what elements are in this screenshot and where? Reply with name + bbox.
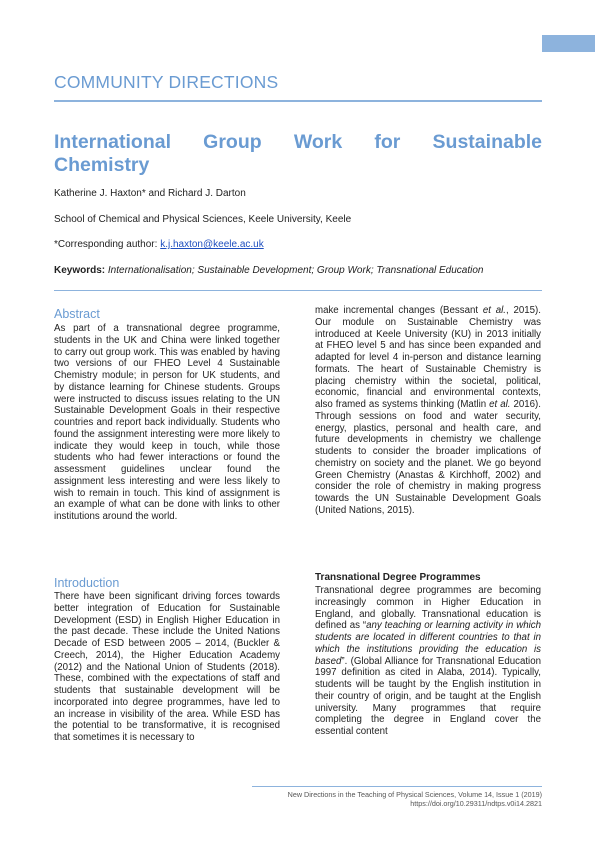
subsection-heading: Transnational Degree Programmes (315, 572, 481, 583)
footer-rule (252, 786, 542, 787)
keywords-text: Internationalisation; Sustainable Development; Group Work; Transnational Education (107, 265, 484, 276)
keywords (54, 265, 484, 276)
corr-email-link[interactable]: k.j.haxton@keele.ac.uk (160, 239, 264, 250)
divider-rule (54, 290, 542, 291)
title-line-2: Chemistry (54, 154, 150, 176)
introduction-heading: Introduction (54, 576, 120, 590)
text-span: make incremental changes (Bessant (315, 305, 483, 316)
right-paragraph-2 (315, 585, 541, 738)
abstract-heading: Abstract (54, 307, 100, 321)
text-span-italic: et al. (482, 305, 506, 316)
title-word: International (54, 131, 172, 153)
text-span: , 2015). Our module on Sustainable Chemistry was introduced at Keele University (KU) in 2013 initially at FHEO level 5 and has since been expanded and adapted for level 4 in-person and distance learning formats. The heart of Sustainable Chemistry is placing chemistry within the societal, political, economic, financial and environmental contexts, also framed as systems thinking (Matlin (315, 305, 541, 410)
corner-tab (542, 35, 595, 52)
introduction-text: There have been significant driving forces towards better integration of Education for Sustainable Development (ESD) in English Higher Education in the past decade. These include the United Nations Decade of ESD between 2005 – 2014, (Buckler & Creech, 2014), the Higher Education Academy (2012) and the National Union of Students (2018). These, combined with the expectations of staff and students that sustainable development will be incorporated into degree programmes, have led to an increase in visibility of the area. While ESD has the potential to be transformative, it is recognised that sometimes it is necessary to (54, 591, 280, 743)
keywords-label: Keywords: (54, 265, 106, 276)
title-word: for (374, 131, 401, 153)
authors: Katherine J. Haxton* and Richard J. Darton (54, 188, 246, 199)
footer-journal: New Directions in the Teaching of Physical Sciences, Volume 14, Issue 1 (2019) (287, 790, 542, 799)
abstract-text: As part of a transnational degree programme, students in the UK and China were linked together to carry out group work. This was enabled by having two versions of our FHEO Level 4 Sustainable Chemistry module; in person for UK students, and by distance learning for Chinese students. Groups were instructed to discuss issues relating to the UN Sustainable Development Goals in their respective countries and report back individually. Students who found the assignment interesting were more likely to indicate they would keep in touch, while those students who had fewer interactions or found the assessment guidelines unclear found the assignment less interesting and were less likely to wish to remain in touch. This kind of assignment is an example of what can be done with links to other institutions around the world. (54, 323, 280, 522)
corr-label: *Corresponding author: (54, 239, 161, 250)
footer-doi-link[interactable]: https://doi.org/10.29311/ndtps.v0i14.2821 (410, 799, 542, 808)
introduction-body (54, 591, 280, 744)
title-word: Group (203, 131, 262, 153)
title-word: Work (293, 131, 343, 153)
quote-italic: any teaching or learning activity in which students are located in different countries to that in which the institutions providing the education is based (315, 620, 541, 667)
section-label: COMMUNITY DIRECTIONS (54, 72, 279, 92)
article-title (54, 131, 542, 177)
right-column-body (315, 305, 541, 517)
text-span: ”. (Global Alliance for Transnational Education 1997 definition as cited in Alaba, 2014). Typically, students will be taught by the English institution in their country of origin, and be taught at the English university. Many programmes that require completing the degree in England cover the essential content (315, 655, 541, 737)
title-word: Sustainable (432, 131, 542, 153)
title-line-1 (54, 131, 542, 154)
text-span-italic: et al. (489, 399, 511, 410)
text-span: 2016). Through sessions on food and water security, energy, plastics, personal and health care, and future developments in chemistry we challenge students to consider the broader implications of chemistry on society and the planet. We go beyond Green Chemistry (Anastas & Kirchhoff, 2002) and consider the role of chemistry in making progress towards the UN Sustainable Development Goals (United Nations, 2015). (315, 399, 541, 516)
header-rule (54, 100, 542, 102)
abstract-body (54, 323, 280, 523)
corresponding-author (54, 239, 264, 250)
right-paragraph-1 (315, 305, 541, 517)
text-span: Transnational degree programmes are becoming increasingly common in Higher Education in England, and globally. Transnational education is defined as “ (315, 585, 541, 632)
affiliation: School of Chemical and Physical Sciences, Keele University, Keele (54, 214, 352, 225)
subsection-body (315, 585, 541, 738)
